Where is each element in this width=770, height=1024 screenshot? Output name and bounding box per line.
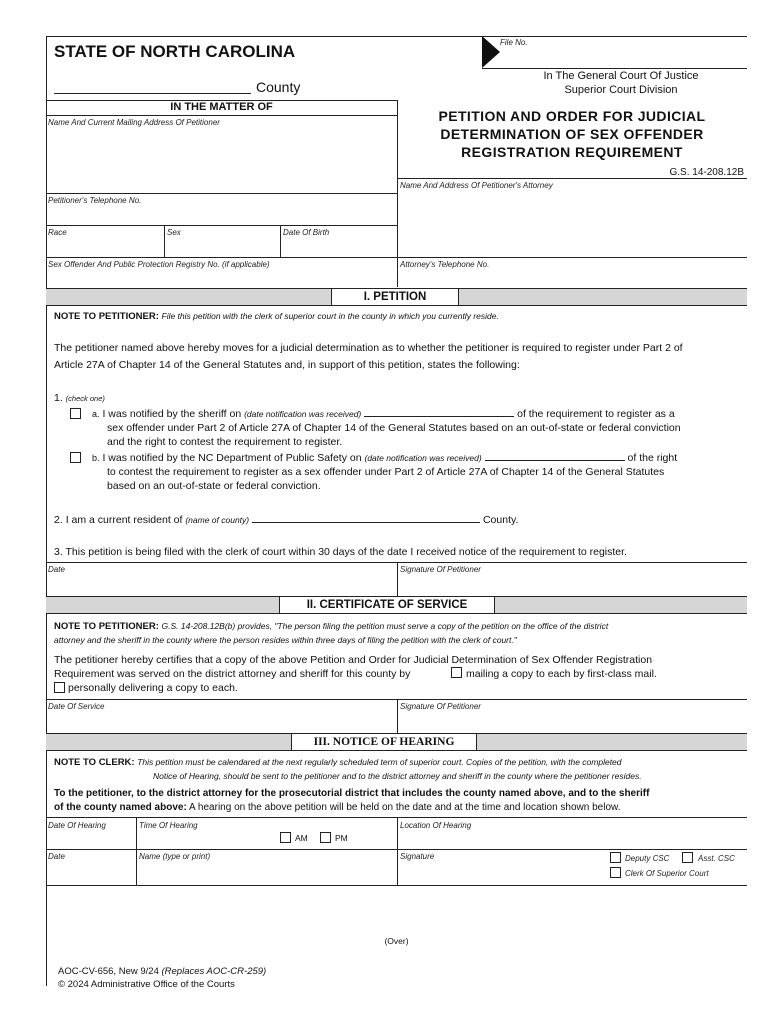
hearing-section-band bbox=[46, 733, 747, 751]
petition-sign-divider bbox=[397, 562, 398, 596]
clerk-name-label: Name (type or print) bbox=[139, 852, 211, 861]
service-signature-field[interactable] bbox=[400, 712, 745, 732]
item-1 bbox=[54, 392, 105, 404]
clerk-signature-field[interactable] bbox=[400, 862, 600, 884]
service-date-label: Date Of Service bbox=[48, 702, 105, 711]
asst-csc-label: Asst. CSC bbox=[698, 854, 735, 863]
frame-left-border bbox=[46, 36, 47, 986]
service-body-line-1: The petitioner hereby certifies that a copy of the above Petition and Order for Judicial Determination of Sex Offender Registration bbox=[54, 654, 653, 666]
registry-no-field[interactable] bbox=[48, 270, 394, 286]
item-2-text: I am a current resident of bbox=[65, 514, 183, 526]
location-of-hearing-label: Location Of Hearing bbox=[400, 821, 472, 830]
service-section-band bbox=[46, 596, 747, 614]
attorney-name-label: Name And Address Of Petitioner's Attorney bbox=[400, 181, 553, 190]
option-b-date-input[interactable] bbox=[485, 460, 625, 461]
hearing-note-label: NOTE TO CLERK: bbox=[54, 757, 135, 768]
hearing-to-line-2 bbox=[54, 802, 620, 813]
personal-delivery-label: personally delivering a copy to each. bbox=[68, 682, 238, 694]
sex-label: Sex bbox=[167, 228, 181, 237]
race-label: Race bbox=[48, 228, 67, 237]
petitioner-name-address-field[interactable] bbox=[48, 128, 394, 192]
item-3-number: 3. bbox=[54, 546, 63, 558]
registry-no-label: Sex Offender And Public Protection Registry No. (if applicable) bbox=[48, 260, 270, 269]
county-word: County bbox=[256, 79, 301, 95]
deputy-csc-checkbox[interactable] bbox=[610, 852, 621, 863]
date-of-hearing-field[interactable] bbox=[48, 831, 134, 849]
hearing-col-1-divider bbox=[136, 817, 137, 885]
item-1-number: 1. bbox=[54, 392, 63, 404]
clerk-signature-label: Signature bbox=[400, 852, 435, 861]
hearing-note-line-2: Notice of Hearing, should be sent to the petitioner and to the district attorney and sheriff in the county where the petitioner resides. bbox=[153, 771, 642, 781]
am-label: AM bbox=[295, 833, 308, 843]
option-a-checkbox[interactable] bbox=[70, 408, 81, 419]
pm-label: PM bbox=[335, 833, 348, 843]
option-b-text-1: I was notified by the NC Department of Public Safety on bbox=[102, 452, 362, 464]
hearing-section-title: III. NOTICE OF HEARING bbox=[291, 733, 477, 751]
petition-date-field[interactable] bbox=[48, 575, 394, 595]
item-3-text: This petition is being filed with the clerk of court within 30 days of the date I received notice of the requirement to register. bbox=[65, 546, 627, 558]
petition-signature-field[interactable] bbox=[400, 575, 745, 595]
attorney-telephone-field[interactable] bbox=[400, 270, 745, 286]
petition-signature-label: Signature Of Petitioner bbox=[400, 565, 481, 574]
hearing-bottom-rule bbox=[46, 885, 747, 886]
option-b-text-2: of the right bbox=[627, 452, 678, 464]
telephone-top-rule bbox=[46, 193, 397, 194]
clerk-superior-court-label: Clerk Of Superior Court bbox=[625, 869, 709, 878]
petitioner-name-address-label: Name And Current Mailing Address Of Petitioner bbox=[48, 118, 220, 127]
over-indicator: (Over) bbox=[384, 936, 409, 946]
item-2 bbox=[54, 514, 518, 526]
court-line-2: Superior Court Division bbox=[564, 84, 678, 96]
petition-date-label: Date bbox=[48, 565, 65, 574]
petition-intro-line-2: Article 27A of Chapter 14 of the General Statutes and, in support of this petition, states the following: bbox=[54, 359, 520, 371]
option-a-line-2: sex offender under Part 2 of Article 27A of Chapter 14 of the General Statutes based on an out-of-state or federal conviction bbox=[107, 422, 681, 434]
item-2-hint: (name of county) bbox=[185, 515, 250, 525]
am-checkbox[interactable] bbox=[280, 832, 291, 843]
service-note-text-1: G.S. 14-208.12B(b) provides, "The person filing the petition must serve a copy of the petition on the office of the district bbox=[161, 621, 609, 631]
court-line-1: In The General Court Of Justice bbox=[543, 70, 699, 82]
item-2-suffix: County. bbox=[482, 514, 519, 526]
petitioner-telephone-field[interactable] bbox=[48, 206, 394, 224]
item-2-number: 2. bbox=[54, 514, 63, 526]
file-no-rule bbox=[482, 68, 747, 69]
form-number-text: AOC-CV-656, New 9/24 bbox=[58, 966, 159, 977]
form-number bbox=[58, 966, 266, 977]
mail-option-checkbox[interactable] bbox=[451, 667, 462, 678]
clerk-superior-court-checkbox[interactable] bbox=[610, 867, 621, 878]
date-of-hearing-label: Date Of Hearing bbox=[48, 821, 106, 830]
service-note-label: NOTE TO PETITIONER: bbox=[54, 621, 159, 632]
form-replaces: (Replaces AOC-CR-259) bbox=[161, 966, 267, 977]
petition-intro-line-1: The petitioner named above hereby moves for a judicial determination as to whether the petitioner is required to register under Part 2 of bbox=[54, 342, 683, 354]
hearing-col-2-divider bbox=[397, 817, 398, 885]
option-a-text-2: of the requirement to register as a bbox=[517, 408, 675, 420]
option-b-line-3: based on an out-of-state or federal conviction. bbox=[107, 480, 321, 492]
item-3 bbox=[54, 546, 627, 558]
hearing-note-line-1 bbox=[54, 757, 622, 768]
option-a-text-1: I was notified by the sheriff on bbox=[102, 408, 242, 420]
option-b-hint: (date notification was received) bbox=[364, 453, 482, 463]
option-a-letter: a. bbox=[92, 409, 100, 419]
form-title-line-3: REGISTRATION REQUIREMENT bbox=[461, 144, 683, 160]
time-of-hearing-field[interactable] bbox=[139, 831, 279, 849]
option-a-date-input[interactable] bbox=[364, 416, 514, 417]
clerk-date-field[interactable] bbox=[48, 862, 134, 884]
sex-dob-divider bbox=[280, 225, 281, 257]
attorney-name-field[interactable] bbox=[400, 192, 745, 256]
dob-field[interactable] bbox=[283, 238, 395, 256]
deputy-csc-label: Deputy CSC bbox=[625, 854, 670, 863]
copyright: © 2024 Administrative Office of the Courts bbox=[58, 979, 235, 990]
clerk-name-field[interactable] bbox=[139, 862, 395, 884]
service-sign-divider bbox=[397, 699, 398, 733]
registry-row-rule bbox=[46, 257, 747, 258]
service-date-field[interactable] bbox=[48, 712, 394, 732]
form-title-line-2: DETERMINATION OF SEX OFFENDER bbox=[440, 126, 704, 142]
petition-note bbox=[54, 311, 499, 322]
petition-section-title: I. PETITION bbox=[331, 288, 459, 306]
item-1-hint: (check one) bbox=[65, 394, 105, 403]
location-of-hearing-field[interactable] bbox=[400, 831, 745, 849]
service-note-line-1 bbox=[54, 621, 608, 632]
personal-delivery-checkbox[interactable] bbox=[54, 682, 65, 693]
hearing-row-2-rule bbox=[46, 849, 747, 850]
hearing-to-line-2-bold: of the county named above: bbox=[54, 802, 187, 813]
clerk-date-label: Date bbox=[48, 852, 65, 861]
race-row-rule bbox=[46, 225, 397, 226]
county-input-line[interactable] bbox=[54, 93, 251, 94]
hearing-to-line-2-rest: A hearing on the above petition will be held on the date and at the time and location shown below. bbox=[189, 802, 621, 813]
petition-note-text: File this petition with the clerk of superior court in the county in which you currently reside. bbox=[161, 311, 499, 321]
option-b-checkbox[interactable] bbox=[70, 452, 81, 463]
option-a-hint: (date notification was received) bbox=[244, 409, 362, 419]
service-signature-label: Signature Of Petitioner bbox=[400, 702, 481, 711]
option-a-line-1 bbox=[92, 408, 675, 420]
file-no-field[interactable] bbox=[500, 38, 746, 66]
time-of-hearing-label: Time Of Hearing bbox=[139, 821, 198, 830]
service-body-text-2: Requirement was served on the district attorney and sheriff for this county by bbox=[54, 668, 411, 680]
attorney-top-rule bbox=[397, 178, 747, 179]
option-b-line-1 bbox=[92, 452, 677, 464]
petition-section-band bbox=[46, 288, 747, 306]
race-field[interactable] bbox=[48, 238, 162, 256]
asst-csc-checkbox[interactable] bbox=[682, 852, 693, 863]
in-the-matter-of: IN THE MATTER OF bbox=[170, 101, 273, 113]
resident-county-input[interactable] bbox=[252, 522, 480, 523]
statute-reference: G.S. 14-208.12B bbox=[669, 167, 744, 178]
mail-option-label: mailing a copy to each by first-class mail. bbox=[466, 668, 657, 680]
service-section-title: II. CERTIFICATE OF SERVICE bbox=[279, 596, 495, 614]
service-note-line-2: attorney and the sheriff in the county where the person resides within three days of filing the petition with the clerk of court." bbox=[54, 635, 517, 645]
service-body-line-2 bbox=[54, 668, 410, 680]
matter-bottom-rule bbox=[46, 115, 397, 116]
frame-top-border bbox=[46, 36, 747, 37]
file-no-arrow-icon bbox=[482, 36, 502, 68]
state-title: STATE OF NORTH CAROLINA bbox=[54, 42, 296, 61]
attorney-telephone-label: Attorney's Telephone No. bbox=[400, 260, 490, 269]
option-b-line-2: to contest the requirement to register as a sex offender under Part 2 of Article 27A of Chapter 14 of the General Statutes bbox=[107, 466, 665, 478]
pm-checkbox[interactable] bbox=[320, 832, 331, 843]
sex-field[interactable] bbox=[167, 238, 278, 256]
hearing-to-line-1: To the petitioner, to the district attorney for the prosecutorial district that includes the county named above, and to the sheriff bbox=[54, 788, 650, 799]
hearing-note-text-1: This petition must be calendared at the next regularly scheduled term of superior court. Copies of the petition, with the completed bbox=[137, 757, 622, 767]
race-sex-divider bbox=[164, 225, 165, 257]
file-no-label: File No. bbox=[500, 38, 528, 47]
dob-label: Date Of Birth bbox=[283, 228, 330, 237]
option-a-line-3: and the right to contest the requirement to register. bbox=[107, 436, 343, 448]
petitioner-telephone-label: Petitioner's Telephone No. bbox=[48, 196, 142, 205]
form-title-line-1: PETITION AND ORDER FOR JUDICIAL bbox=[438, 108, 706, 124]
option-b-letter: b. bbox=[92, 453, 100, 463]
petition-note-label: NOTE TO PETITIONER: bbox=[54, 311, 159, 322]
